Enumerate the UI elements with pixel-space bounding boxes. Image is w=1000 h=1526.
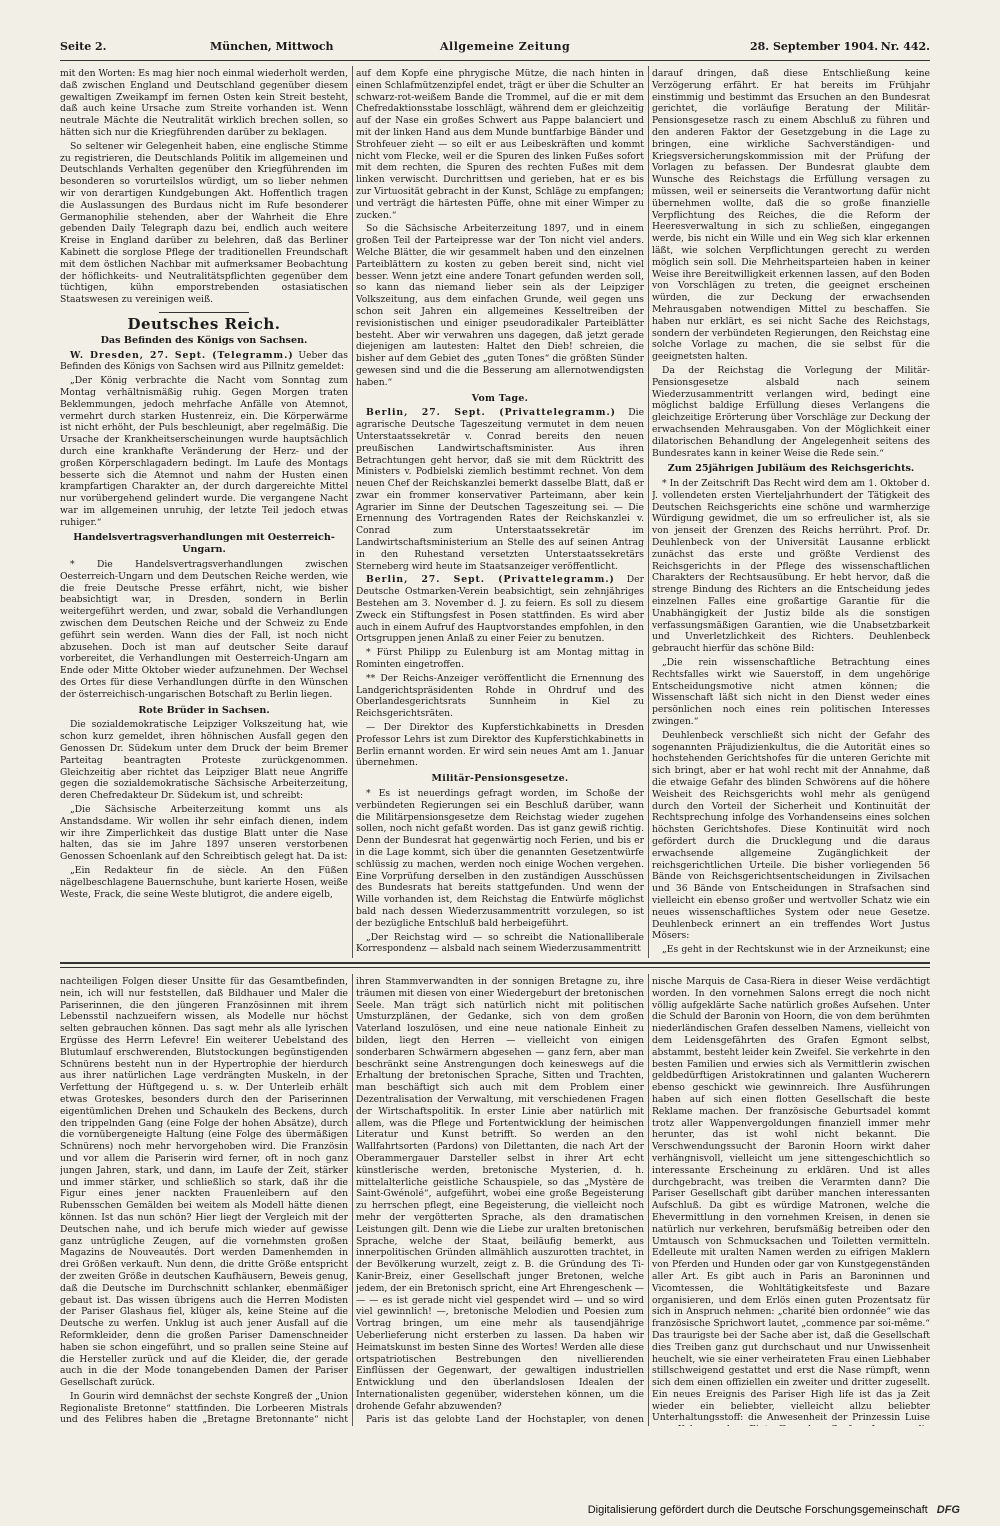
paragraph: „Der König verbrachte die Nacht vom Sonntag zum Montag verhältnismäßig ruhig. Gegen Morgen traten Beklemmungen, jedoch mehrfache Anfälle von Atemnot, vermehrt durch starken Hustenreiz, ein. Die Körperwärme ist nicht erhöht, der Puls beschleunigt, aber regelmäßig. Die Ursache der Krankheitserscheinungen wurde hauptsächlich durch eine krankhafte Veränderung der Herz- und der großen Körperschlagadern bedingt. Im Laufe des Montags besserte sich die Atemnot und nahm der Husten einen krampfartigen Charakter an, der durch dargereichte Mittel nur vorübergehend gelindert wurde. Die vergangene Nacht war im allgemeinen unruhig, der letzte Teil jedoch etwas ruhiger.“: [60, 375, 348, 528]
feuilleton-column-1: [60, 976, 348, 1426]
paragraph: So die Sächsische Arbeiterzeitung 1897, und in einem großen Teil der Parteipresse war der Ton nicht viel anders. Welche Blätter, die wir gesammelt haben und den einzelnen Parteiblättern zu kosten zu geben bereit sind, nicht viel besser. Wenn jetzt eine andere Tonart gefunden werden soll, so kann das niemand lieber sein als der Leipziger Volkszeitung, aus dem einfachen Grunde, weil gegen uns schon seit Jahren ein allgemeines Kesseltreiben der revisionistischen und einiger pseudoradikaler Parteiblätter besteht. Aber wir verwahren uns dagegen, daß jetzt gerade diejenigen am lautesten: Haltet den Dieb! schreien, die bisher auf dem Gebiet des „guten Tones“ die größten Sünder gewesen sind und die die Besserung am allernotwendigsten haben.“: [356, 223, 644, 388]
dateline: W. Dresden, 27. Sept. (Telegramm.): [70, 349, 294, 361]
feuilleton-rule: [60, 962, 930, 964]
paragraph: mit den Worten: Es mag hier noch einmal wiederholt werden, daß zwischen England und Deutschland gegenüber diesem gewaltigen Zweikampf im fernen Osten kein Streit besteht, daß auch keine Ursache zum Streite vorhanden ist. Wenn neutrale Mächte die Neutralität wirklich brechen sollen, so hätten sich nur die Kriegführenden darüber zu beklagen.: [60, 68, 348, 138]
paragraph: * Die Handelsvertragsverhandlungen zwischen Oesterreich-Ungarn und dem Deutschen Reiche werden, wie die freie Deutsche Presse erfährt, nicht, wie bisher beabsichtigt war, in Dresden, sondern in Berlin weitergeführt werden, und zwar, sobald die Verhandlungen zwischen dem Deutschen Reiche und der Schweiz zu Ende geführt sein werden. Wann dies der Fall, ist noch nicht abzusehen. Doch ist man auf deutscher Seite darauf vorbereitet, die Verhandlungen mit Oesterreich-Ungarn am Ende oder Mitte Oktober wieder aufzunehmen. Der Wechsel des Ortes für diese Verhandlungen dürfte in den Wünschen der österreichisch-ungarischen Botschaft zu Berlin liegen.: [60, 559, 348, 700]
paragraph: * In der Zeitschrift Das Recht wird dem am 1. Oktober d. J. vollendeten ersten Vierteljahrhundert der Tätigkeit des Deutschen Reichsgerichts eine schöne und warmherzige Würdigung gewidmet, die um so erfreulicher ist, als sie von jenseit der Grenzen des Reichs herrührt. Prof. Dr. Deuhlenbeck von der Universität Lausanne erblickt zunächst das erste und größte Verdienst des Reichsgerichts in der Pflege des wissenschaftlichen Charakters der Rechtsausübung. Er hebt hervor, daß die strenge Bindung des Richters an die Entscheidung jedes einzelnen Falles eine großartige Garantie für die Unabhängigkeit der Justiz bilde als die sonstigen verfassungsmäßigen Garantien, wie die Unabsetzbarkeit und Unverletzlichkeit des Richters. Deuhlenbeck gebraucht hierfür das schöne Bild:: [652, 478, 930, 655]
paragraph: „Die Sächsische Arbeiterzeitung kommt uns als Anstandsdame. Wir wollen ihr sehr einfach dienen, indem wir ihre Zimperlichkeit das dustige Blatt unter die Nase halten, das sie im Jahre 1897 unseren verstorbenen Genossen Schoenlank auf den Schreibtisch gelegt hat. Da ist:: [60, 804, 348, 863]
paragraph: Die sozialdemokratische Leipziger Volkszeitung hat, wie schon kurz gemeldet, ihren höhnischen Ausfall gegen den Genossen Dr. Südekum unter dem Druck der beim Bremer Parteitag beantragten Proteste zurückgenommen. Gleichzeitig aber richtet das Leipziger Blatt neue Angriffe gegen die sozialdemokratische Sächsische Arbeiterzeitung, deren Chefredakteur Dr. Südekum ist, und schreibt:: [60, 719, 348, 802]
paragraph: nische Marquis de Casa-Riera in dieser Weise verdächtigt worden. In den vornehmen Salons erregt die noch nicht völlig aufgeklärte Sache natürlich großes Aufsehen. Unter die Schuld der Baronin von Hoorn, die von dem berühmten niederländischen Grafen desselben Namens, vielleicht von dem Leidensgefährten des Grafen Egmont selbst, abstammt, besteht leider kein Zweifel. Sie verkehrte in den besten Familien und erwies sich als Vermittlerin zwischen geldbedürftigen Aristokratinnen und galanten Wucherern ebenso geschickt wie gewinnreich. Ihre Ausführungen haben auf sich einen flotten Gesellschaft die beste Reklame machen. Der französische Geburtsadel kommt trotz aller Wappenvergoldungen finanziell immer mehr herunter, das ist wohl nicht bekannt. Die Verschwendungssucht der Baronin Hoorn wirkt daher verhängnisvoll, vielleicht um jene sittengeschichtlich so interessante Erscheinung zu erklären. Und ist alles durchgebracht, was treiben die Verarmten dann? Die Pariser Gesellschaft gibt darüber manchen interessanten Aufschluß. Da gibt es würdige Matronen, welche die Ehevermittlung in den vornehmen Kreisen, in denen sie natürlich nur verkehren, berufsmäßig betreiben oder den Umtausch von Schmucksachen und Toiletten vermitteln. Edelleute mit uralten Namen werden zu eifrigen Maklern von Pferden und Hunden oder gar von Kunstgegenständen aller Art. Es gibt auch in Paris an Baroninnen und Vicomtessen, die Wohltätigkeitsfeste und Bazare organisieren, und dem Erlös einen guten Prozentsatz für sich in Anspruch nehmen: „charité bien ordonnée“ wie das französische Sprichwort lautet, „commence par soi-même.“ Das traurigste bei der Sache aber ist, daß die Gesellschaft dies Treiben ganz gut durchschaut und nur Unwissenheit heuchelt, wie sie einer verheirateten Frau einen Liebhaber stillschweigend gestattet und erst die Nase rümpft, wenn sich dem einen offiziellen ein zweiter und dritter zugesellt. Ein neues Ereignis des Pariser High life ist das ja Zeit wieder ein beliebter, vielleicht allzu beliebter Unterhaltungsstoff: die Anwesenheit der Prinzessin Luise: [652, 976, 930, 1424]
paragraph: ihren Stammverwandten in der sonnigen Bretagne zu, ihre träumen mit diesen von einer Wiedergeburt der bretonischen Seele. Man trägt sich natürlich nicht mit politischen Umsturzplänen, der Gedanke, sich von dem großen Vaterland loszulösen, und eine neue nationale Einheit zu bilden, liegt den Herren — vielleicht von einigen sonderbaren Schwärmern abgesehen — ganz fern, aber man beschränkt seine Anstrengungen doch keineswegs auf die Erhaltung der bretonischen Sprache, Sitten und Trachten, man beschäftigt sich auch mit dem Problem einer Dezentralisation der Verwaltung, mit verschiedenen Fragen der Wirtschaftspolitik. In erster Linie aber natürlich mit allem, was die Pflege und Fortentwicklung der heimischen Literatur und Kunst betrifft. So werden an den Wallfahrtsorten (Pardons) von Dilettanten, die nach Art der Oberammergauer Darsteller selbst in ihrer Art echt künstlerische werden, bretonische Mysterien, d. h. mittelalterliche geistliche Schauspiele, so das „Mystère de Saint-Gwénolé“, aufgeführt, wobei eine große Begeisterung zu herrschen pflegt, eine Begeisterung, die vielleicht noch mehr der vergötterten Sprache, als den dramatischen Leistungen gilt. Denn wie die Liebe zur uralten bretonischen Sprache, welche der Staat, beiläufig bemerkt, aus innerpolitischen Gründen allmählich auszurotten trachtet, in der Bevölkerung wurzelt, zeigt z. B. die Gründung des Ti-Kanir-Breiz, einer Gesellschaft junger Bretonen, welche jedem, der ein Bretonisch spricht, eine Art Ehrengeschenk — — — es ist gerade nicht viel gespendet wird — und so wird viel gewinnlich! —, bretonische Melodien und Poesien zum Vortrag bringen, um eine mehr als tausendjährige Ueberlieferung nicht ersterben zu lassen. Da haben wir Heimatskunst im besten Sinne des Wortes! Werden alle diese ortspatriotischen Bestrebungen den nivellierenden Einflüssen der Gegenwart, der gewaltigen industriellen Entwicklung und den überlandslosen Idealen der Internationalisten gegenüber, widerstehen können, um die drohende Gefahr abzuwenden?: [356, 976, 644, 1412]
header-place-day: München, Mittwoch: [210, 40, 334, 53]
header-date: 28. September 1904.: [750, 40, 879, 53]
paragraph: „Es geht in der Rechtskunst wie in der Arzneikunst; eine: [662, 944, 930, 956]
header-rule: [60, 60, 930, 61]
paragraph: Deuhlenbeck verschließt sich nicht der Gefahr des sogenannten Präjudizienkultus, die die Autorität eines so hochstehenden Gerichtshofes für die unteren Gerichte mit sich bringt, aber er hat wohl recht mit der Annahme, daß die etwaige Gefahr des blinden Schwörens auf die höhere Weisheit des Reichsgerichts wohl mehr als genügend durch den Vorteil der Sicherheit und Kontinuität der Rechtsprechung infolge des Vorhandenseins eines solchen höchsten Gerichtshofes. Diese Kontinuität wird noch gefördert durch die Drucklegung und die daraus erwachsende allgemeine Zugänglichkeit der reichsgerichtlichen Urteile. Die bisher vorliegenden 56 Bände von Reichsgerichtsentscheidungen in Zivilsachen und 36 Bände von Entscheidungen in Strafsachen sind vielleicht ein ebenso großer und wertvoller Schatz wie ein neues wissenschaftliches System oder neue Gesetze. Deuhlenbeck erinnert an ein treffendes Wort Justus Mösers:: [652, 729, 930, 942]
column-3: [652, 68, 930, 956]
column-2: [356, 68, 644, 956]
paragraph: „Ein Redakteur fin de siècle. An den Füßen nägelbeschlagene Bauernschuhe, bunt karierte Hosen, weiße Weste, Frack, die seine Weste blutigrot, die andere eigelb,: [60, 865, 348, 900]
paragraph: Da der Reichstag die Vorlegung der Militär-Pensionsgesetze alsbald nach seinem Wiederzusammentritt verlangen wird, bedingt eine möglichst baldige Erfüllung dieses Verlangens die gleichzeitige Erörterung über Vorschläge zur Deckung der erwachsenden Mehrausgaben. Von der Möglichkeit einer dilatorischen Behandlung der Angelegenheit seitens des Bundesrates kann in keiner Weise die Rede sein.“: [652, 364, 930, 459]
paragraph: ** Der Reichs-Anzeiger veröffentlicht die Ernennung des Landgerichtspräsidenten Rohde in Ohrdruf und des Oberlandesgerichtsrats Sunnheim in Kiel zu Reichsgerichtsräten.: [356, 672, 644, 720]
header-newspaper-title: Allgemeine Zeitung: [440, 40, 571, 53]
paragraph: Der Deutsche Ostmarken-Verein beabsichtigt, sein zehnjähriges Bestehen am 3. November d. J. zu feiern. Es soll zu diesem Zweck ein Stiftungsfest in Posen stattfinden. Es wird aber auch in einem Aufruf des Hauptvorstandes empfohlen, in den Ortsgruppen jenen Anlaß zu einer Feier zu benutzen.: [356, 574, 644, 645]
subheading: Vom Tage.: [471, 392, 529, 404]
subheading: Rote Brüder in Sachsen.: [138, 704, 270, 716]
page-header: [60, 40, 930, 58]
column-1: [60, 68, 348, 956]
section-heading: Deutsches Reich.: [127, 314, 281, 333]
paragraph: * Fürst Philipp zu Eulenburg ist am Montag mittag in Rominten eingetroffen.: [356, 647, 644, 671]
dateline: Berlin, 27. Sept. (Privattelegramm.): [366, 574, 615, 586]
paragraph: * Es ist neuerdings gefragt worden, im Schoße der verbündeten Regierungen sei ein Beschluß darüber, wann die Militärpensionsgesetze dem Reichstag wieder zugehen sollen, noch nicht gefaßt worden. Das ist ganz gewiß richtig. Denn der Bundesrat hat gegenwärtig noch Ferien, und bis er in die Lage kommt, sich über die genannten Gesetzentwürfe schlüssig zu machen, werden noch einige Wochen vergehen. Eine Vorprüfung derselben in den zuständigen Ausschüssen des Bundesrats hat bereits stattgefunden. Und wenn der Wille vorhanden ist, dem Reichstag die Entwürfe möglichst bald nach dessen Wiederzusammentritt vorzulegen, so ist der bezügliche Entschluß bald herbeigeführt.: [356, 788, 644, 929]
paragraph: darauf dringen, daß diese Entschließung keine Verzögerung erfährt. Er hat bereits im Frühjahr einstimmig und bestimmt das Ersuchen an den Bundesrat gerichtet, die vorläufige Beratung der Militär-Pensionsgesetze rasch zu einem Abschluß zu führen und den anderen Faktor der Gesetzgebung in die Lage zu bringen, eine wirkliche Sachverständigen- und Kriegsversicherungskommission mit der Prüfung der Vorlagen zu befassen. Der Bundesrat glaubte dem Wunsche des Reichstags die Erfüllung versagen zu müssen, weil er seinerseits die Verantwortung dafür nicht übernehmen wollte, daß die so große finanzielle Verpflichtung des Reiches, die die Reform der Heeresverwaltung in sich zu schließen, eingegangen werde, bis nicht ein Wille und ein Weg sich klar erkennen läßt, wie solchen Verpflichtungen gerecht zu werden möglich sein soll. Die Mehrheitsparteien haben in keiner Weise ihre Bereitwilligkeit erkennen lassen, auf den Boden von Vorschlägen zu treten, die geeignet erscheinen würden, die zur Deckung der erwachsenden Mehrausgaben notwendigen Mittel zu beschaffen. Sie haben nur erklärt, es sei nicht Sache des Reichstags, sondern der verbündeten Regierungen, den Reichstag eine solche Vorlage zu machen, die sie selbst für die geeignetsten halten.: [652, 68, 930, 363]
paragraph: Die agrarische Deutsche Tageszeitung vermutet in dem neuen Unterstaatssekretär v. Conrad bereits den neuen preußischen Landwirtschaftsminister. Aus ihren Betrachtungen geht hervor, daß sie mit dem Rücktritt des Ministers v. Podbielski ziemlich bestimmt rechnet. Von dem neuen Chef der Reichskanzlei bemerkt dasselbe Blatt, daß er zwar ein frommer konservativer Parteimann, aber kein Agrarier im Sinne der Deutschen Tageszeitung sei. — Die Ernennung des Vortragenden Rates der Reichskanzlei v. Conrad zum Unterstaatssekretär im Landwirtschaftsministerium an Stelle des auf seinen Antrag in den Ruhestand versetzten Unterstaatssekretärs Sterneberg wird heute im Staatsanzeiger veröffentlicht.: [356, 407, 644, 572]
feuilleton-column-2: [356, 976, 644, 1426]
column-rule: [352, 66, 353, 958]
subheading: Militär-Pensionsgesetze.: [431, 773, 569, 785]
header-page-number: Seite 2.: [60, 40, 107, 53]
footer-text: Digitalisierung gefördert durch die Deutsche Forschungsgemeinschaft: [587, 1504, 928, 1516]
paragraph: nachteiligen Folgen dieser Unsitte für das Gesamtbefinden, nein, ich will nur feststellen, daß Bildhauer und Maler die Pariserinnen, die den jüngeren Französinnen mit ihrem Lebensstil nachzueifern wissen, als Modelle nur höchst selten gebrauchen können. Das sagt mehr als alle lyrischen Ergüsse des Herrn Lefevre! Ein weiterer Uebelstand des Blutumlauf erschwerenden, Blutstockungen begünstigenden Schnürens besteht nun in der Hypertrophie der hierdurch aus ihrer natürlichen Lage verdrängten Muskeln, in der Verfettung der Hüftgegend u. s. w. Der Unterleib erhält etwas Groteskes, besonders durch den der Pariserinnen eigentümlichen Drehen und Schaukeln des Beckens, durch den trippelnden Gang (eine Folge der hohen Absätze), durch die vornübergeneigte Haltung (eine Folge des übermäßigen Schnürens) noch mehr hervorgehoben wird. Die Französin und vor allem die Pariserin wird ferner, oft in noch ganz jungen Jahren, stark, und dann, im Laufe der Zeit, stärker und immer stärker, und schließlich so stark, daß ihr die Figur eines jener nackten Frauenleibern auf den Rubensschen Gemälden bei weitem als Modell hätte dienen können. Ist das nun schön? Hier liegt der Vergleich mit der Deutschen nahe, und ich berufe mich wieder auf gewisse ganz untrügliche Zeugen, auf die vornehmsten großen Magazins de Nouveautés. Dort werden Damenhemden in drei Größen verkauft. Nun denn, die dritte Größe entspricht der zweiten Größe in deutschen Kaufhäusern, Beweis genug, daß die Deutsche im Durchschnitt schlanker, ebenmäßiger gebaut ist. Das wissen übrigens auch die Herren Modisten der Pariser Glashaus fiel, klüger als, keine Steine auf die Deutsche zu werfen. Unklug ist auch jener Ausfall auf die Reformkleider, denn die großen Pariser Damenschneider haben sie schon eingeführt, und so prallen seine Steine auf die Hersteller zurück und auf die Kleider, die, der gerade auch in die der Mode tonangebenden Damen der Pariser Gesellschaft zurück.: [60, 976, 348, 1389]
paragraph: Paris ist das gelobte Land der Hochstapler, von denen: [366, 1414, 644, 1426]
paragraph: In Gourin wird demnächst der sechste Kongreß der „Union Regionaliste Bretonne“ stattfinden. Die Lorbeeren Mistrals und des Felibres haben die „Bretagne Bretonnante“ nicht: [60, 1390, 348, 1426]
paragraph: So seltener wir Gelegenheit haben, eine englische Stimme zu registrieren, die Deutschlands Politik im allgemeinen und Deutschlands Verhalten gegenüber den Kriegführenden im besonderen so vorurteilslos würdigt, um so lieber nehmen wir von derartigen Kundgebungen Akt. Hoffentlich tragen die Auslassungen des Burdaus nicht im Rufe besonderer Germanophilie stehenden, aber der Wahrheit die Ehre gebenden Daily Telegraph dazu bei, endlich auch weitere Kreise in England darüber zu belehren, daß das Berliner Kabinett die sorglose Pflege der traditionellen Freundschaft mit dem östlichen Nachbar mit aufmerksamer Beobachtung der höflichkeits- und Neutralitätspflichten gegenüber dem tüchtigen, kühn emporstrebenden ostasiatischen Staatswesen zu vereinigen weiß.: [60, 140, 348, 306]
feuilleton-rule: [60, 967, 930, 968]
paragraph: Ueber das Befinden des Königs von Sachsen wird aus Pillnitz gemeldet:: [60, 349, 348, 373]
paragraph: „Der Reichstag wird — so schreibt die Nationalliberale Korrespondenz — alsbald nach seinem Wiederzusammentritt: [356, 931, 644, 955]
dfg-logo: DFG: [936, 1504, 960, 1516]
subheading: Zum 25jährigen Jubiläum des Reichsgerichts.: [667, 463, 915, 475]
paragraph: auf dem Kopfe eine phrygische Mütze, die nach hinten in einen Schlafmützenzipfel endet, trägt er über die Schulter an schwarz-rot-weißem Bande die Trommel, auf die er mit dem Chefredaktionsstabe losschlägt, während dem er gleichzeitig auf der Nase ein großes Schwert aus Pappe balanciert und mit der linken Hand aus dem Munde buntfarbige Bänder und Strohfeuer zieht — so eilt er aus Leibeskräften und kommt nicht vom Flecke, weil er die Spuren des linken Fußes sofort mit dem rechten, die Spuren des rechten Fußes mit dem linken verwischt. Durchrittsen und gerieben, hat er es bis zur Virtuosität gebracht in der Kunst, Schläge zu empfangen; und verträgt die härtesten Püffe, ohne mit einer Wimper zu zucken.“: [356, 68, 644, 221]
paragraph: — Der Direktor des Kupferstichkabinetts in Dresden Professor Lehrs ist zum Direktor des Kupferstichkabinetts in Berlin ernannt worden. Er wird sein neues Amt am 1. Januar übernehmen.: [356, 722, 644, 769]
digitization-footer: [588, 1504, 960, 1516]
header-issue-number: Nr. 442.: [880, 40, 930, 53]
subheading: Das Befinden des Königs von Sachsen.: [100, 334, 308, 346]
column-rule: [648, 974, 649, 1426]
column-rule: [352, 974, 353, 1426]
paragraph: „Die rein wissenschaftliche Betrachtung eines Rechtsfalles wirkt wie Sauerstoff, in dem ungehörige Entscheidungsmotive nicht atmen können; die Wissenschaft läßt sich nicht in den Dienst weder eines persönlichen noch eines rein politischen Interesses zwingen.“: [652, 657, 930, 728]
feuilleton-column-3: [652, 976, 930, 1426]
dateline: Berlin, 27. Sept. (Privattelegramm.): [366, 407, 616, 419]
separator: [159, 312, 249, 313]
subheading: Handelsvertragsverhandlungen mit Oesterreich-Ungarn.: [73, 532, 335, 556]
column-rule: [648, 66, 649, 958]
